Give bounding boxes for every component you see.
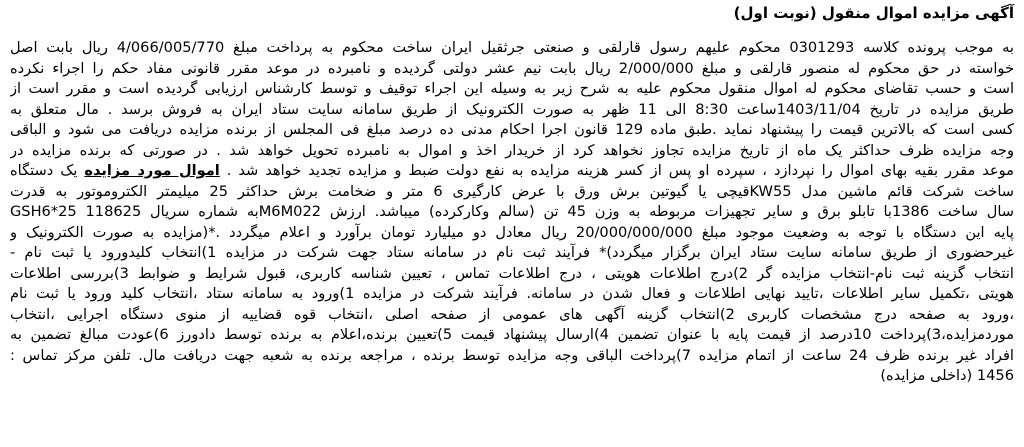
- notice-body-line: موعد مقرر بقیه بهای اموال را نپردازد ، سپرده او پس از کسر هزینه مزایده به نفع دولت ضبط و مزایده تجدید خواهد شد . اموال مورد مزایده یک دستگاه: [10, 162, 1014, 179]
- notice-body-line: است و حسب تقاضای محکوم له اموال منقول محکوم علیه به شرح زیر به وسیله این اجراء توقیف و توسط کارشناس ارزیابی گردیده است و مقرر است از: [10, 80, 1014, 97]
- notice-body-line: افراد غیر برنده ظرف 24 ساعت از اتمام مزایده 7)پرداخت الباقی وجه مزایده توسط برنده ، مراجعه برنده به شعبه جهت دریافت مال. تلفن مرکز تماس :: [10, 346, 1014, 364]
- notice-body-line: به موجب پرونده کلاسه 0301293 محکوم علیهم رسول قارلقی و صنعتی جرثقیل ایران ساخت محکوم به پرداخت مبلغ 4/066/005/770 ریال بابت اصل: [10, 39, 1014, 56]
- notice-body-line: طریق مزایده در تاریخ 1403/11/04ساعت 8:30 الی 11 ظهر به صورت الکترونیک از طریق سامانه سایت ستاد ایران به فروش برسد . مال متعلق به: [10, 100, 1014, 118]
- notice-body-line: خواسته در حق محکوم له منصور قارلقی و مبلغ 2/000/000 ریال بابت نیم عشر دولتی گردیده و نامبرده در موعد مقرر قانونی مفاد حکم را اجراء نکرده: [10, 59, 1014, 77]
- notice-body-line: سال ساخت 1386با تابلو برق و سایر تجهیزات مربوطه به وزن 45 تن (سالم وکارکرده) میباشد. ارزش M6M022به شماره سریال 118625 25*GSH6: [10, 203, 1014, 220]
- notice-title: آگهی مزایده اموال منقول (نوبت اول): [733, 4, 1014, 22]
- notice-body-line: غیرحضوری از طریق سامانه سایت ستاد ایران برگزار میگردد)* فرآیند ثبت نام در سامانه ستاد جهت شرکت در مزایده 1)انتخاب کلیدورود یا ثبت نام -: [10, 244, 1014, 261]
- notice-body-line: ساخت شرکت قائم ماشین مدل KW55قیچی یا گیوتین برش ورق با عرض کارگیری 6 متر و ضخامت برش حداکثر 25 میلیمتر الکتروموتور به قدرت: [10, 182, 1014, 200]
- auction-notice: [10, 2, 1014, 387]
- notice-body-line: انتخاب گزینه ثبت نام-انتخاب مزایده گر 2)درج اطلاعات هویتی ، درج اطلاعات تماس ، تعیین شناسه کاربری، قبول شرایط و ضوابط 3)بررسی اطلاعات: [10, 264, 1014, 282]
- notice-body-line: 1456 (داخلی مزایده): [880, 367, 1014, 384]
- notice-body-line: ،ورود به صفحه درج مشخصات کاربری 2)انتخاب گزینه آگهی های عمومی از صفحه اصلی ،انتخاب قوه قضاییه از منوی دستگاه اجرایی ،انتخاب: [10, 305, 1014, 323]
- notice-body-line: هویتی ،تکمیل سایر اطلاعات ،تایید نهایی اطلاعات و فعال شدن در سامانه. فرآیند شرکت در مزایده 1)ورود به سامانه ستاد ،انتخاب کلید ورود یا ثبت نام: [10, 285, 1014, 302]
- auction-items-label: اموال مورد مزایده: [84, 162, 220, 179]
- notice-body-line: موردمزایده،3)پرداخت 10درصد از قیمت پایه با عنوان تضمین 4)ارسال پیشنهاد قیمت 5)تعیین برنده،اعلام به برنده توسط دادورز 6)عودت مبالغ تضمین به: [10, 326, 1014, 343]
- notice-body-line: وجه مزایده ظرف حداکثر یک ماه از تاریخ مزایده تجاوز نخواهد کرد از خریدار اخذ و اموال به نامبرده تحویل خواهد شد . در صورتی که برنده مزایده در: [10, 141, 1014, 159]
- notice-body-line: پایه این دستگاه با توجه به وضعیت موجود مبلغ 20/000/000/000 ریال معادل دو میلیارد تومان برآورد و اعلام میگردد .*(مزایده به صورت الکترونیک و: [10, 223, 1014, 241]
- notice-body-line: کسی است که بالاترین قیمت را پیشنهاد نماید .طبق ماده 129 قانون اجرا احکام مدنی ده درصد مبلغ فی المجلس از برنده مزایده دریافت می شود و الباقی: [10, 121, 1014, 138]
